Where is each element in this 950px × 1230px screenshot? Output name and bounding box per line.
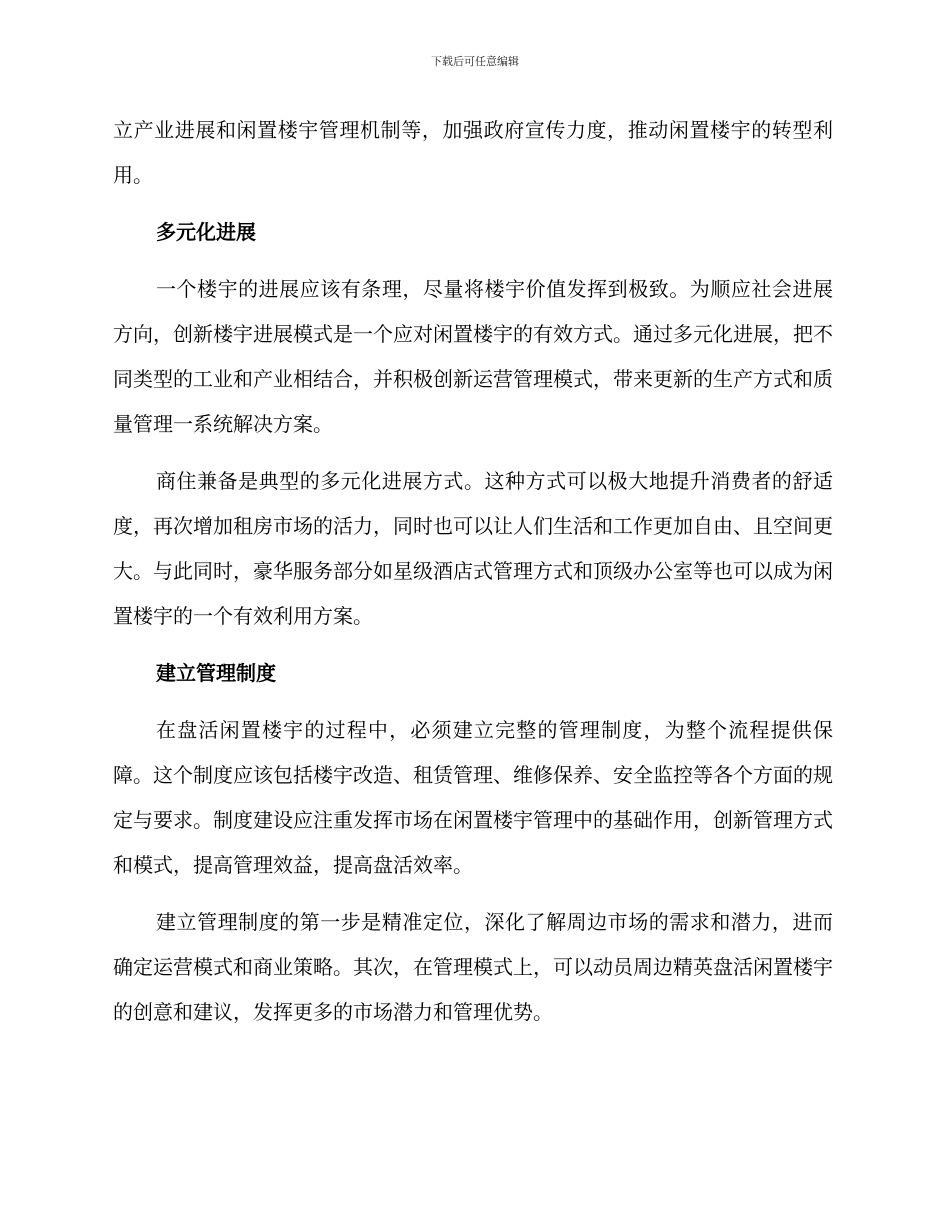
page-header: 下载后可任意编辑 xyxy=(431,55,519,68)
section-heading-management-system: 建立管理制度 xyxy=(156,661,276,685)
paragraph-management-2: 建立管理制度的第一步是精准定位，深化了解周边市场的需求和潜力，进而确定运营模式和商业策略。其次，在管理模式上，可以动员周边精英盘活闲置楼宇的创意和建议，发挥更多的市场潜力和管理优势。 xyxy=(113,910,833,1024)
paragraph-diversified-2: 商住兼备是典型的多元化进展方式。这种方式可以极大地提升消费者的舒适度，再次增加租房市场的活力，同时也可以让人们生活和工作更加自由、且空间更大。与此同时，豪华服务部分如星级酒店式管理方式和顶级办公室等也可以成为闲置楼宇的一个有效利用方案。 xyxy=(113,469,833,628)
section-heading-diversified-development: 多元化进展 xyxy=(156,220,256,244)
paragraph-continuation: 立产业进展和闲置楼宇管理机制等，加强政府宣传力度，推动闲置楼宇的转型利用。 xyxy=(113,118,833,187)
paragraph-management-1: 在盘活闲置楼宇的过程中，必须建立完整的管理制度，为整个流程提供保障。这个制度应该包括楼宇改造、租赁管理、维修保养、安全监控等各个方面的规定与要求。制度建设应注重发挥市场在闲置楼宇管理中的基础作用，创新管理方式和模式，提高管理效益，提高盘活效率。 xyxy=(113,718,833,877)
document-body xyxy=(113,108,833,1035)
paragraph-diversified-1: 一个楼宇的进展应该有条理，尽量将楼宇价值发挥到极致。为顺应社会进展方向，创新楼宇进展模式是一个应对闲置楼宇的有效方式。通过多元化进展，把不同类型的工业和产业相结合，并积极创新运营管理模式，带来更新的生产方式和质量管理一系统解决方案。 xyxy=(113,277,833,436)
